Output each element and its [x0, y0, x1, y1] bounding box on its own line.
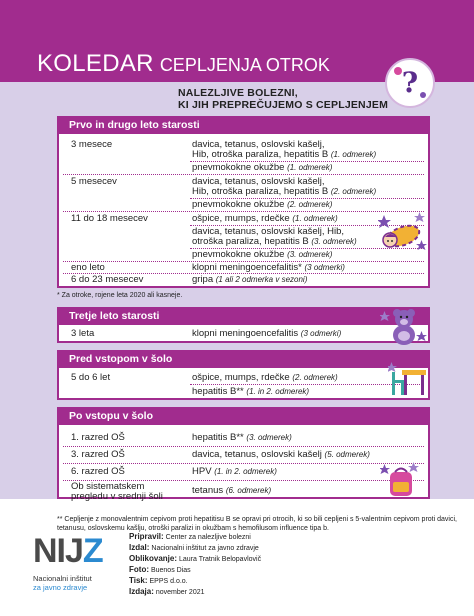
credit-line [129, 565, 261, 576]
vaccine-text: hepatitis B** [192, 432, 247, 443]
row-age: 3. razred OŠ [71, 449, 125, 460]
footnote-star: * Za otroke, rojene leta 2020 ali kasneje. [57, 292, 183, 299]
vaccine-text: pnevmokokne okužbe [192, 199, 288, 210]
credit-label: Foto: [129, 565, 149, 574]
vaccine-line [192, 467, 277, 477]
footnote-double-star: ** Cepljenje z monovalentnim cepivom proti hepatitisu B se opravi pri otrocih, ki so bili cepljeni s 5-valentnim cepivom proti davici, tetanusu, oslovskemu kašlju, otroški paralizi in okužbam s hemofilusom influence tipa b. [57, 516, 457, 532]
section-third-year [57, 307, 430, 343]
vaccine-text: davica, tetanus, oslovski kašelj, Hib, [192, 226, 345, 237]
section-header: Prvo in drugo leto starosti [57, 116, 430, 134]
dose-note: (3. odmerek) [246, 433, 292, 442]
vaccine-line [192, 187, 376, 197]
section-before-school [57, 350, 430, 400]
vaccine-line [192, 450, 370, 460]
vaccine-line [192, 373, 338, 383]
section-after-school-entry [57, 407, 430, 502]
section-header: Po vstopu v šolo [57, 407, 430, 425]
row-age: eno leto [71, 262, 105, 273]
dose-note: (2. odmerek) [330, 187, 377, 196]
credit-label: Pripravil: [129, 532, 164, 541]
row-age: Ob sistematskem pregledu v srednji šoli [71, 481, 163, 502]
credit-value: Buenos Dias [150, 567, 191, 574]
vaccine-text: davica, tetanus, oslovski kašelj, [192, 176, 325, 187]
credit-label: Izdal: [129, 543, 150, 552]
section-header: Pred vstopom v šolo [57, 350, 430, 368]
dose-note: (1. odmerek) [287, 163, 333, 172]
vaccine-text: tetanus [192, 485, 226, 496]
row-age: 3 leta [71, 328, 95, 339]
vaccine-line [192, 150, 376, 160]
vaccine-line [192, 200, 332, 210]
vaccine-text: ošpice, mumps, rdečke [192, 213, 293, 224]
nijz-line-2: za javno zdravje [33, 583, 88, 592]
credit-label: Izdaja: [129, 587, 154, 596]
vaccine-text: klopni meningoencefalitis [192, 328, 301, 339]
dose-note: (2. odmerek) [287, 200, 333, 209]
row-age: 3 mesece [71, 139, 113, 150]
credit-line [129, 532, 261, 543]
dose-note: (3. odmerek) [311, 237, 357, 246]
vaccine-line [192, 387, 309, 397]
row-age: 6. razred OŠ [71, 466, 125, 477]
vaccine-line [192, 214, 338, 224]
vaccine-text: otroška paraliza, hepatitis B [192, 236, 312, 247]
vaccine-line [192, 329, 341, 339]
credit-value: EPPS d.o.o. [149, 578, 188, 585]
dose-note: (1. in 2. odmerek) [214, 467, 277, 476]
dose-note: (2. odmerek) [292, 373, 338, 382]
row-divider [63, 446, 424, 447]
vaccine-line [192, 250, 332, 260]
row-age: 5 mesecev [71, 176, 117, 187]
dose-note: (3 odmerki) [300, 329, 342, 338]
credit-line [129, 587, 261, 598]
nijz-line-1: Nacionalni inštitut [33, 574, 92, 583]
vaccine-text: gripa [192, 274, 216, 285]
row-age: 1. razred OŠ [71, 432, 125, 443]
vaccine-text: Hib, otroška paraliza, hepatitis B [192, 149, 331, 160]
baby-illustration [378, 210, 428, 255]
vaccine-text: Hib, otroška paraliza, hepatitis B [192, 186, 331, 197]
credit-label: Tisk: [129, 576, 148, 585]
dose-note: (1. in 2. odmerek) [246, 387, 310, 396]
dose-note: (1. odmerek) [330, 150, 377, 159]
credits [129, 532, 261, 598]
dose-note: (6. odmerek) [225, 486, 272, 495]
vaccine-text: davica, tetanus, oslovski kašelj [192, 449, 325, 460]
credit-value: Laura Tratnik Belopavlovič [178, 556, 262, 563]
dose-note: (1 ali 2 odmerka v sezoni) [215, 275, 308, 284]
vaccine-text: klopni meningoencefalitis* [192, 262, 305, 273]
credit-line [129, 554, 261, 565]
credit-line [129, 543, 261, 554]
credit-value: Nacionalni inštitut za javno zdravje [151, 545, 259, 552]
vaccine-line [192, 237, 357, 247]
page-title [37, 50, 330, 78]
credit-value: november 2021 [155, 589, 205, 596]
dose-note: (1. odmerek) [292, 214, 338, 223]
section-header: Tretje leto starosti [57, 307, 430, 325]
nijz-logo [33, 532, 133, 602]
title-main: KOLEDAR [37, 50, 154, 77]
vaccine-text: HPV [192, 466, 215, 477]
question-glyph: ? [401, 66, 419, 99]
dose-note: (3 odmerki) [304, 263, 345, 272]
desk-chair-illustration [388, 358, 430, 398]
vaccine-line [192, 275, 307, 285]
vaccine-text: hepatitis B** [192, 386, 247, 397]
nijz-mark-text: NIJ [33, 532, 83, 570]
vaccine-line [192, 263, 345, 273]
nijz-mark-z: Z [82, 532, 103, 570]
vaccine-line [192, 486, 271, 496]
teddy-bear-illustration [380, 307, 428, 347]
credit-label: Oblikovanje: [129, 554, 178, 563]
credit-line [129, 576, 261, 587]
credit-value: Center za nalezljive bolezni [165, 534, 251, 541]
row-divider [63, 463, 424, 464]
subtitle [178, 87, 418, 111]
vaccine-line [192, 163, 332, 173]
nijz-mark [33, 532, 103, 571]
dose-note: (5. odmerek) [324, 450, 370, 459]
backpack-illustration [380, 462, 420, 500]
row-divider [63, 211, 424, 212]
vaccine-text: ošpice, mumps, rdečke [192, 372, 293, 383]
section-first-second-year [57, 116, 430, 288]
row-age: 11 do 18 mesecev [71, 213, 148, 224]
subtitle-line-2: KI JIH PREPREČUJEMO S CEPLJENJEM [178, 99, 389, 111]
vaccine-text: davica, tetanus, oslovski kašelj, [192, 139, 325, 150]
dose-note: (3. odmerek) [287, 250, 333, 259]
vaccine-text: pnevmokokne okužbe [192, 162, 288, 173]
vaccine-text: pnevmokokne okužbe [192, 249, 288, 260]
subtitle-line-1: NALEZLJIVE BOLEZNI, [178, 87, 298, 99]
row-divider [63, 174, 424, 175]
title-rest: CEPLJENJA OTROK [159, 55, 330, 75]
row-age: 5 do 6 let [71, 372, 111, 383]
vaccine-line [192, 433, 292, 443]
row-age: 6 do 23 mesecev [71, 274, 144, 285]
